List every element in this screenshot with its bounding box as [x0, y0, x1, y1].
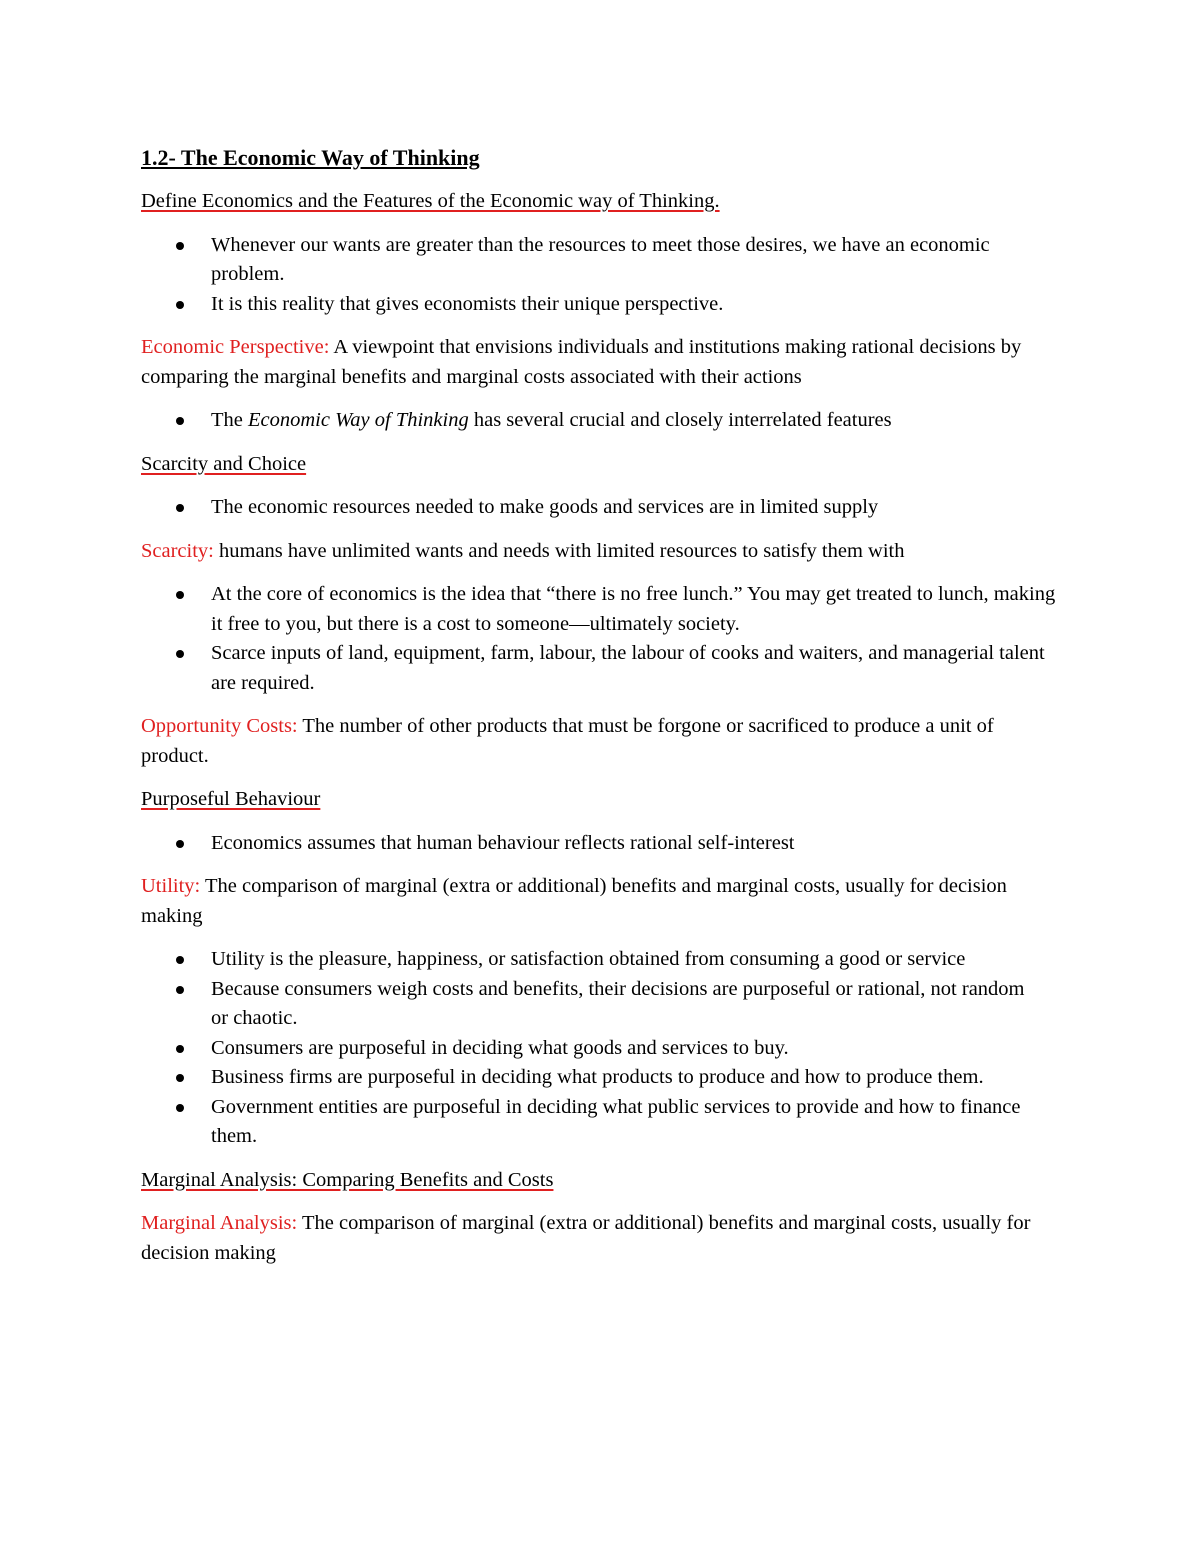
bullet-suffix: has several crucial and closely interrelated features — [468, 409, 892, 431]
term-label: Marginal Analysis: — [141, 1212, 298, 1234]
bullet-icon — [176, 242, 184, 250]
definition-utility — [141, 872, 1061, 931]
bullet-text: Whenever our wants are greater than the resources to meet those desires, we have an economic problem. — [211, 233, 990, 285]
bullet-text: It is this reality that gives economists their unique perspective. — [211, 292, 724, 315]
bullet-list-scarcity-2 — [141, 580, 1061, 698]
bullet-list-ewot — [141, 406, 1061, 436]
list-item — [141, 406, 1061, 436]
bullet-italic-text: Economic Way of Thinking — [248, 409, 469, 431]
list-item — [141, 231, 1061, 290]
page-title: 1.2- The Economic Way of Thinking — [141, 145, 480, 170]
bullet-icon — [176, 591, 184, 599]
bullet-icon — [176, 1104, 184, 1112]
bullet-icon — [176, 1045, 184, 1053]
term-label: Scarcity: — [141, 539, 214, 562]
definition-economic-perspective — [141, 333, 1061, 392]
list-item — [141, 580, 1061, 639]
bullet-icon — [176, 840, 184, 848]
definition-opportunity-costs — [141, 712, 1061, 771]
bullet-text: At the core of economics is the idea that “there is no free lunch.” You may get treated to lunch, making it free to you, but there is a cost to someone—ultimately society. — [211, 583, 1056, 635]
bullet-text: The economic resources needed to make goods and services are in limited supply — [211, 496, 879, 518]
section-heading-scarcity: Scarcity and Choice — [141, 452, 307, 475]
list-item — [141, 829, 1061, 859]
bullet-prefix: The — [211, 409, 248, 431]
bullet-text: Business firms are purposeful in deciding what products to produce and how to produce them. — [211, 1066, 984, 1088]
definition-text: The comparison of marginal (extra or additional) benefits and marginal costs, usually for decision making — [141, 1212, 1031, 1264]
bullet-icon — [176, 417, 184, 425]
list-item — [141, 1063, 1061, 1093]
bullet-text: Utility is the pleasure, happiness, or satisfaction obtained from consuming a good or service — [211, 948, 966, 970]
bullet-icon — [176, 650, 184, 658]
section-heading-define: Define Economics and the Features of the Economic way of Thinking. — [141, 190, 720, 212]
definition-text: The number of other products that must be forgone or sacrificed to produce a unit of product. — [141, 715, 994, 767]
bullet-icon — [176, 986, 184, 994]
term-label: Opportunity Costs: — [141, 715, 298, 737]
bullet-text: Government entities are purposeful in deciding what public services to provide and how to finance them. — [211, 1095, 1021, 1147]
bullet-icon — [176, 301, 184, 309]
bullet-text: Scarce inputs of land, equipment, farm, labour, the labour of cooks and waiters, and managerial talent are required. — [211, 642, 1045, 694]
definition-text: The comparison of marginal (extra or additional) benefits and marginal costs, usually for decision making — [141, 875, 1007, 927]
list-item — [141, 1034, 1061, 1064]
bullet-text: Consumers are purposeful in deciding what goods and services to buy. — [211, 1036, 789, 1059]
bullet-icon — [176, 956, 184, 964]
bullet-list-scarcity — [141, 493, 1061, 523]
document-body — [141, 143, 1061, 1282]
list-item — [141, 639, 1061, 698]
definition-text: A viewpoint that envisions individuals and institutions making rational decisions by comparing the marginal benefits and marginal costs associated with their actions — [141, 336, 1022, 388]
section-heading-marginal: Marginal Analysis: Comparing Benefits and Costs — [141, 1168, 554, 1191]
term-label: Economic Perspective: — [141, 336, 330, 358]
term-label: Utility: — [141, 875, 201, 897]
bullet-icon — [176, 504, 184, 512]
bullet-list-define — [141, 231, 1061, 320]
list-item — [141, 975, 1061, 1034]
definition-marginal-analysis — [141, 1209, 1061, 1268]
section-heading-purposeful: Purposeful Behaviour — [141, 788, 321, 810]
bullet-list-utility — [141, 945, 1061, 1152]
definition-scarcity — [141, 537, 1061, 567]
list-item — [141, 493, 1061, 523]
definition-text: humans have unlimited wants and needs with limited resources to satisfy them with — [213, 539, 905, 562]
list-item — [141, 945, 1061, 975]
bullet-list-purposeful — [141, 829, 1061, 859]
list-item — [141, 290, 1061, 320]
bullet-text: Economics assumes that human behaviour reflects rational self-interest — [211, 831, 795, 854]
list-item — [141, 1093, 1061, 1152]
bullet-text: Because consumers weigh costs and benefits, their decisions are purposeful or rational, not random or chaotic. — [211, 977, 1025, 1029]
bullet-icon — [176, 1074, 184, 1082]
